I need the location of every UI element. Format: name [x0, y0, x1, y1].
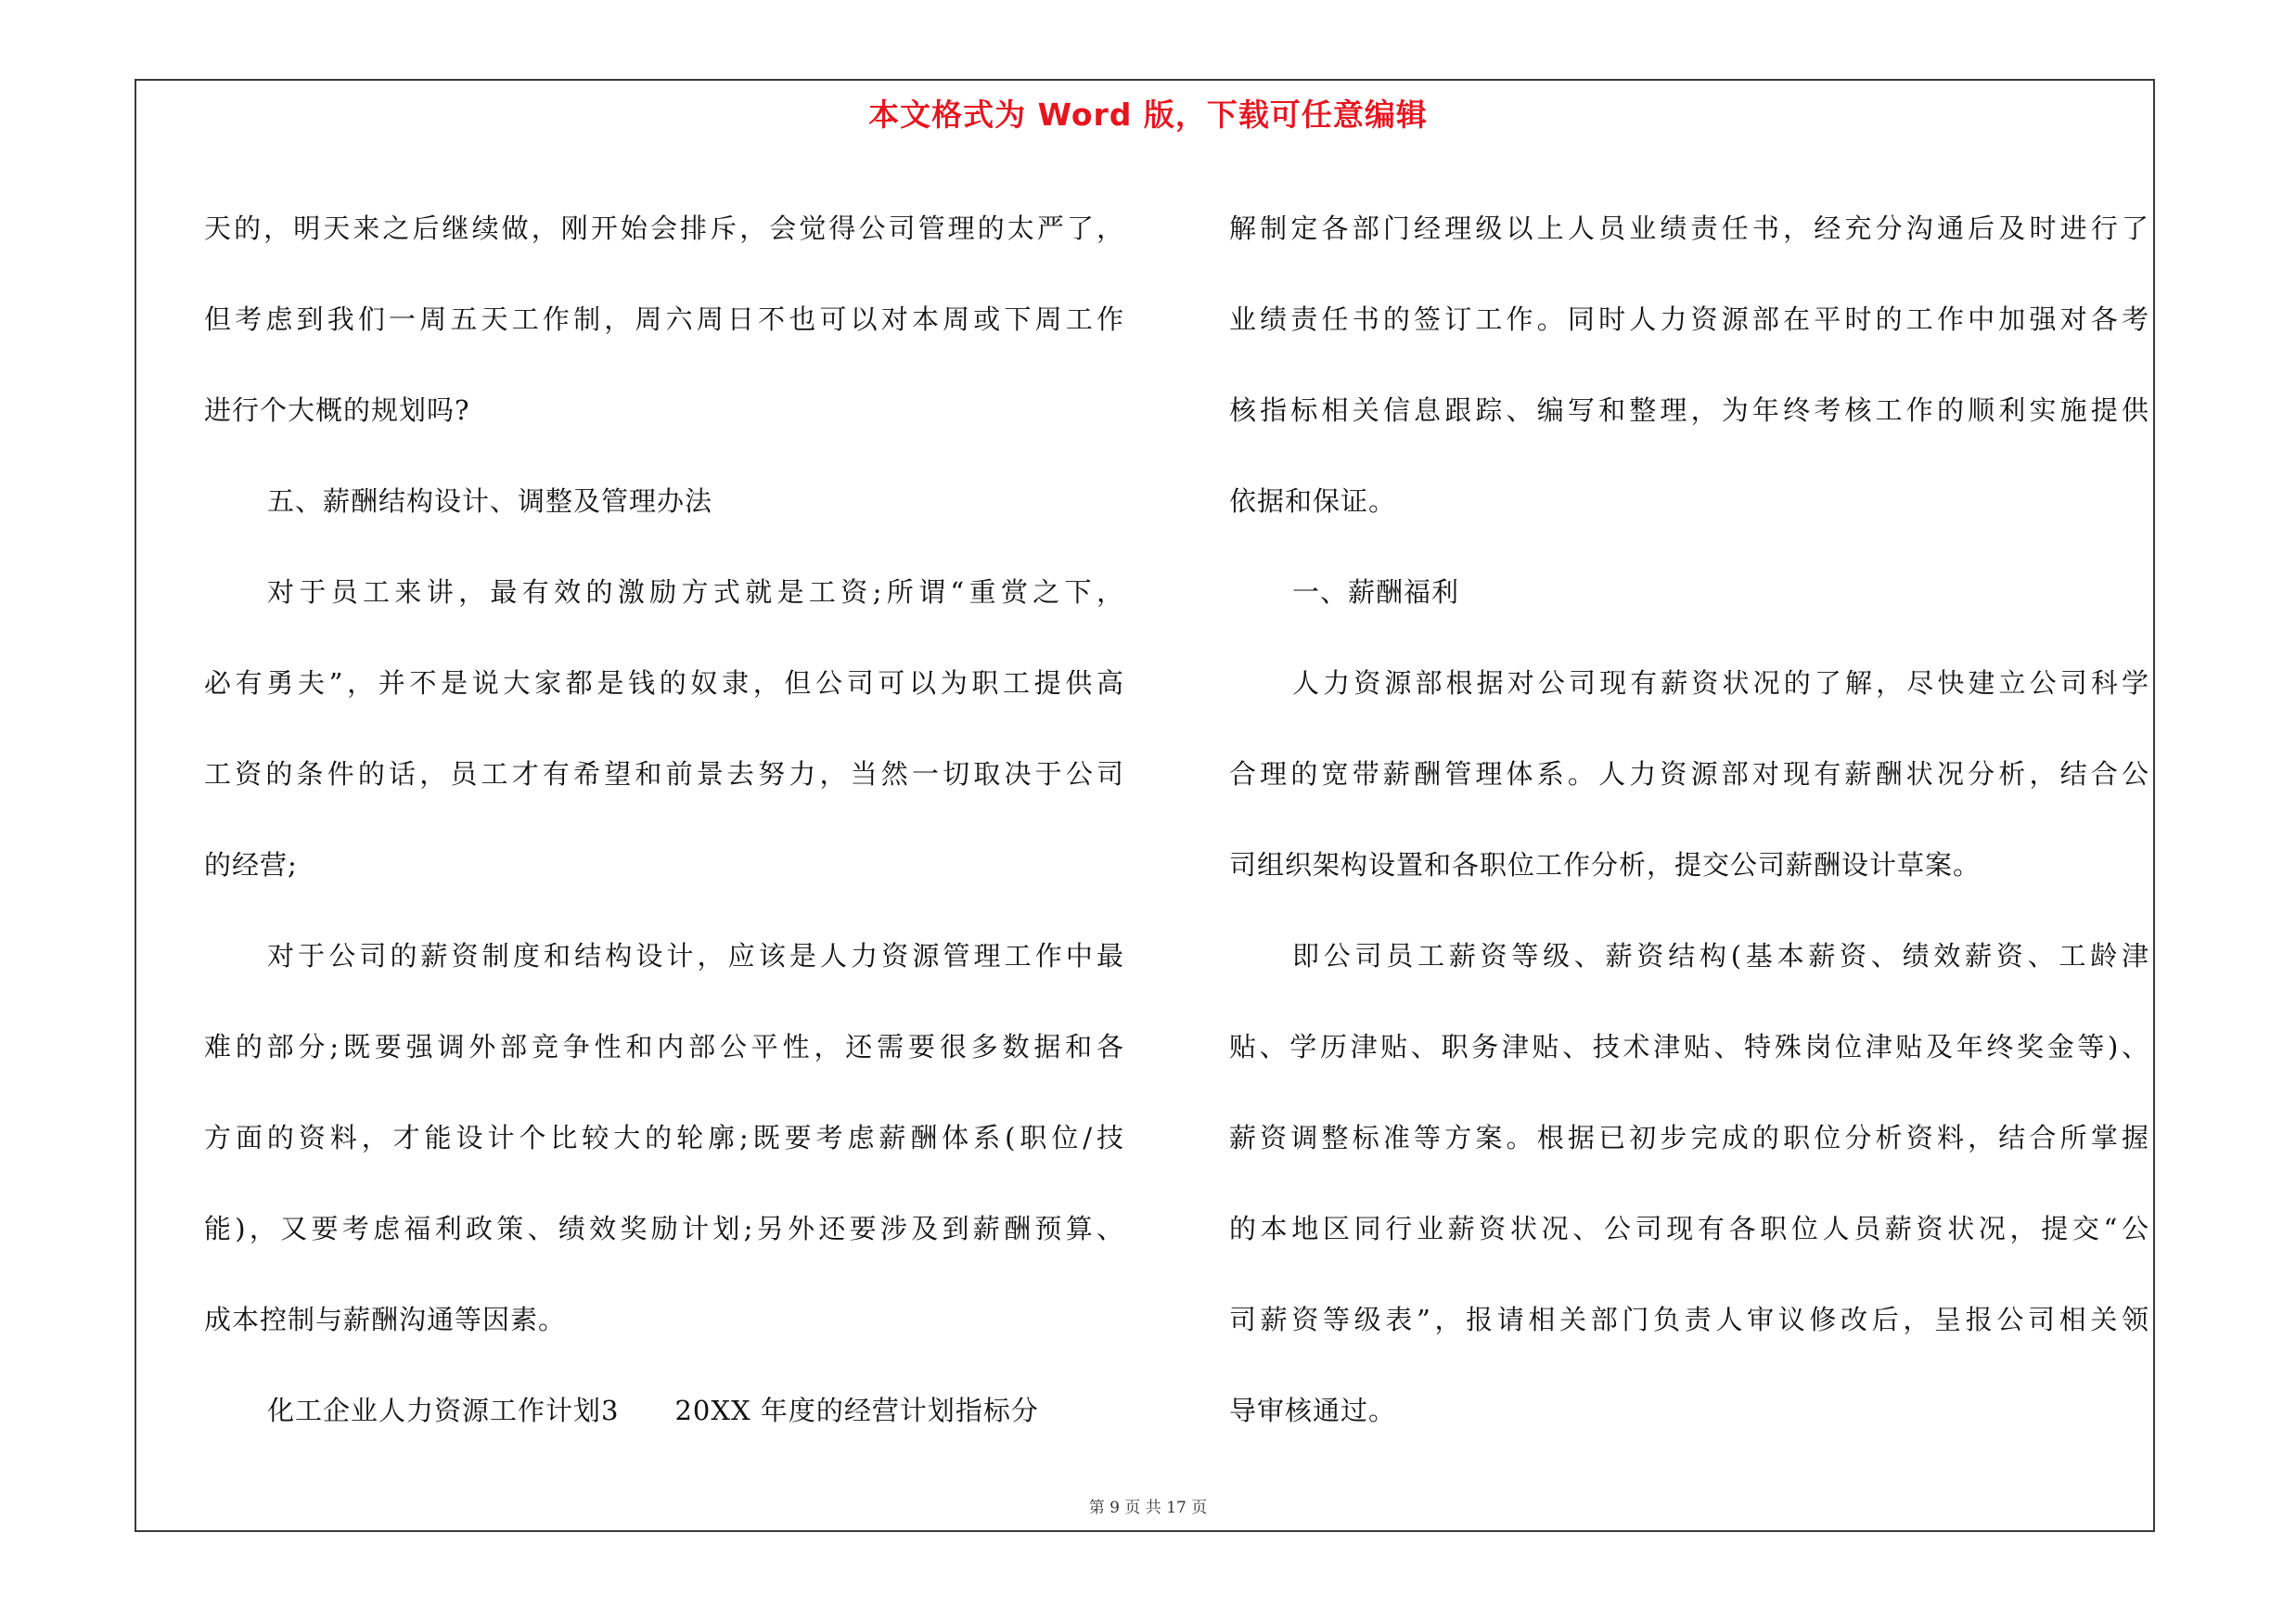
left-column-line: 的经营;	[204, 849, 298, 881]
right-column-line: 薪资调整标准等方案。根据已初步完成的职位分析资料，结合所掌握	[1229, 1122, 2149, 1153]
right-column-line: 合理的宽带薪酬管理体系。人力资源部对现有薪酬状况分析，结合公	[1229, 758, 2149, 790]
right-column-line: 核指标相关信息跟踪、编写和整理，为年终考核工作的顺利实施提供	[1229, 394, 2149, 426]
left-column-line: 五、薪酬结构设计、调整及管理办法	[267, 485, 713, 517]
right-column-line: 依据和保证。	[1229, 485, 1397, 517]
right-column-line: 司组织架构设置和各职位工作分析，提交公司薪酬设计草案。	[1229, 849, 1982, 881]
left-column-line: 化工企业人力资源工作计划3 20XX 年度的经营计划指标分	[267, 1395, 1039, 1426]
left-column-line: 进行个大概的规划吗?	[204, 394, 470, 426]
right-text-column	[1229, 183, 2149, 1456]
right-column-line: 导审核通过。	[1229, 1395, 1397, 1426]
right-column-line: 一、薪酬福利	[1292, 576, 1460, 608]
word-format-banner: 本文格式为 Word 版，下载可任意编辑	[868, 97, 1428, 133]
left-column-line: 难的部分;既要强调外部竞争性和内部公平性，还需要很多数据和各	[204, 1031, 1124, 1063]
right-column-line: 人力资源部根据对公司现有薪资状况的了解，尽快建立公司科学	[1292, 667, 2149, 699]
right-column-line: 司薪资等级表”，报请相关部门负责人审议修改后，呈报公司相关领	[1229, 1304, 2149, 1335]
left-text-column	[204, 183, 1124, 1456]
right-column-line: 即公司员工薪资等级、薪资结构(基本薪资、绩效薪资、工龄津	[1292, 940, 2149, 972]
right-column-line: 贴、学历津贴、职务津贴、技术津贴、特殊岗位津贴及年终奖金等)、	[1229, 1031, 2149, 1063]
left-column-line: 但考虑到我们一周五天工作制，周六周日不也可以对本周或下周工作	[204, 303, 1124, 335]
left-column-line: 工资的条件的话，员工才有希望和前景去努力，当然一切取决于公司	[204, 758, 1124, 790]
right-column-line: 的本地区同行业薪资状况、公司现有各职位人员薪资状况，提交“公	[1229, 1213, 2149, 1244]
left-column-line: 必有勇夫”，并不是说大家都是钱的奴隶，但公司可以为职工提供高	[204, 667, 1124, 699]
left-column-line: 对于公司的薪资制度和结构设计，应该是人力资源管理工作中最	[267, 940, 1124, 972]
left-column-line: 天的，明天来之后继续做，刚开始会排斥，会觉得公司管理的太严了，	[204, 213, 1124, 244]
right-column-line: 解制定各部门经理级以上人员业绩责任书，经充分沟通后及时进行了	[1229, 213, 2149, 244]
page-number-footer: 第 9 页 共 17 页	[1088, 1499, 1208, 1517]
left-column-line: 对于员工来讲，最有效的激励方式就是工资;所谓“重赏之下，	[267, 576, 1124, 608]
left-column-line: 方面的资料，才能设计个比较大的轮廓;既要考虑薪酬体系(职位/技	[204, 1122, 1124, 1153]
left-column-line: 能)，又要考虑福利政策、绩效奖励计划;另外还要涉及到薪酬预算、	[204, 1213, 1124, 1244]
right-column-line: 业绩责任书的签订工作。同时人力资源部在平时的工作中加强对各考	[1229, 303, 2149, 335]
left-column-line: 成本控制与薪酬沟通等因素。	[204, 1304, 567, 1335]
